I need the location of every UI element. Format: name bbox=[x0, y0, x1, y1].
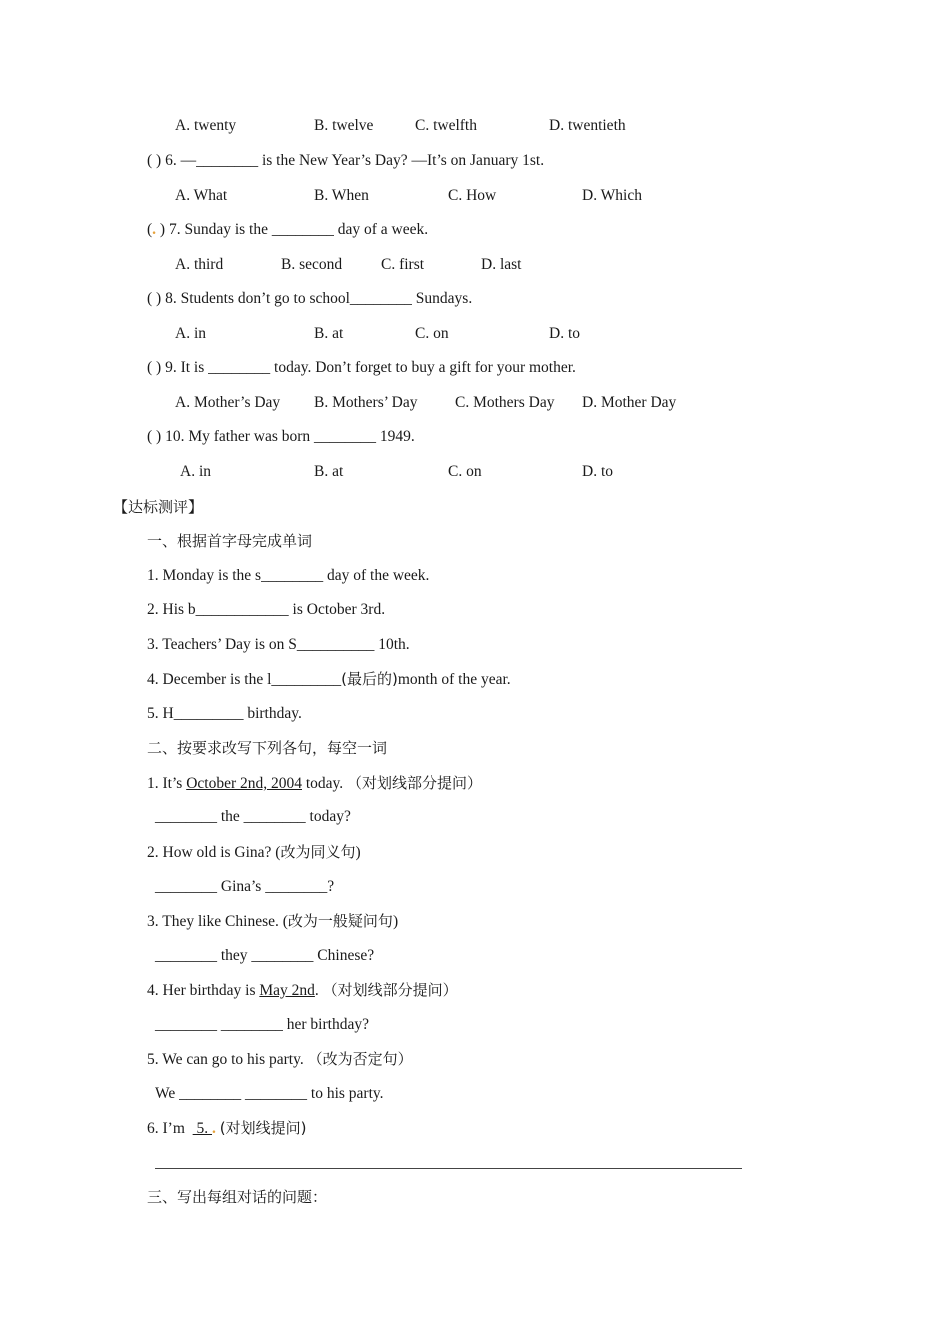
q10-option-b: B. at bbox=[314, 463, 344, 480]
q4-text: 4. Her birthday is bbox=[147, 982, 260, 999]
part2-q4 bbox=[147, 980, 458, 1001]
part3-title: 三、写出每组对话的问题： bbox=[147, 1188, 328, 1206]
section-heading: 【达标测评】 bbox=[113, 498, 204, 516]
q6-option-d: D. Which bbox=[582, 187, 642, 204]
answer-paren: ( ) bbox=[147, 428, 162, 445]
part2-q3-answer: ________ they ________ Chinese? bbox=[155, 947, 375, 964]
q7-text: 7. Sunday is the ________ day of a week. bbox=[168, 221, 429, 238]
part1-item-3: 3. Teachers’ Day is on S__________ 10th. bbox=[147, 636, 410, 653]
q2-text-end: ) bbox=[355, 844, 361, 861]
part2-q2-answer: ________ Gina’s ________? bbox=[155, 878, 335, 895]
instruction: （对划线部分提问） bbox=[347, 774, 483, 792]
q8-option-c: C. on bbox=[415, 325, 449, 342]
instruction: 改为同义句 bbox=[280, 843, 356, 861]
q10-line bbox=[147, 427, 415, 447]
q9-option-d: D. Mother Day bbox=[582, 394, 677, 411]
q9-text: 9. It is ________ today. Don’t forget to buy a gift for your mother. bbox=[165, 359, 576, 376]
q8-option-a: A. in bbox=[175, 325, 206, 342]
q9-option-c: C. Mothers Day bbox=[455, 394, 555, 411]
q6-text: 6. I’m bbox=[147, 1120, 193, 1137]
part2-q3 bbox=[147, 911, 398, 932]
q8-option-b: B. at bbox=[314, 325, 344, 342]
instruction: （改为否定句） bbox=[307, 1050, 413, 1068]
q5-text: 5. We can go to his party. bbox=[147, 1051, 308, 1068]
part1-item-5: 5. H_________ birthday. bbox=[147, 705, 302, 722]
underlined-text: October 2nd, 2004 bbox=[186, 775, 302, 792]
q9-option-a: A. Mother’s Day bbox=[175, 394, 281, 411]
answer-paren: ( ) bbox=[147, 290, 162, 307]
q6-option-a: A. What bbox=[175, 187, 228, 204]
q7-option-a: A. third bbox=[175, 256, 224, 273]
part1-item-1: 1. Monday is the s________ day of the week. bbox=[147, 567, 430, 584]
part2-q1-answer: ________ the ________ today? bbox=[155, 808, 351, 825]
q9-option-b: B. Mothers’ Day bbox=[314, 394, 418, 411]
instruction: (对划线提问) bbox=[219, 1119, 307, 1137]
q6-text: 6. —________ is the New Year’s Day? —It’s on January 1st. bbox=[165, 152, 545, 169]
q6-option-b: B. When bbox=[314, 187, 369, 204]
answer-mark: . bbox=[152, 221, 157, 238]
q1-text-end: today. bbox=[301, 775, 348, 792]
q5-option-d: D. twentieth bbox=[549, 117, 626, 134]
q7-option-d: D. last bbox=[481, 256, 522, 273]
q10-option-a: A. in bbox=[180, 463, 211, 480]
q4-text-end: . bbox=[314, 982, 323, 999]
underlined-text: May 2nd bbox=[259, 982, 315, 999]
underlined-text: 5. bbox=[192, 1120, 213, 1137]
q7-option-b: B. second bbox=[281, 256, 343, 273]
item-4-hint: (最后的) bbox=[341, 670, 398, 688]
item-4-text-end: month of the year. bbox=[397, 671, 511, 688]
q8-text: 8. Students don’t go to school________ Sundays. bbox=[165, 290, 473, 307]
item-4-text: 4. December is the l_________ bbox=[147, 671, 342, 688]
part2-q2 bbox=[147, 842, 361, 863]
q10-text: 10. My father was born ________ 1949. bbox=[165, 428, 415, 445]
q5-option-a: A. twenty bbox=[175, 117, 237, 134]
answer-paren: ( ) bbox=[147, 359, 162, 376]
q5-option-b: B. twelve bbox=[314, 117, 374, 134]
part2-q5-answer: We ________ ________ to his party. bbox=[155, 1085, 384, 1102]
answer-paren-close: ) bbox=[156, 221, 166, 238]
q1-text: 1. It’s bbox=[147, 775, 187, 792]
instruction: （对划线部分提问） bbox=[322, 981, 458, 999]
part1-title: 一、根据首字母完成单词 bbox=[147, 532, 313, 550]
q6-option-c: C. How bbox=[448, 187, 497, 204]
instruction: 改为一般疑问句 bbox=[287, 912, 393, 930]
answer-paren-open: ( bbox=[147, 221, 153, 238]
answer-paren: ( ) bbox=[147, 152, 162, 169]
answer-line bbox=[155, 1168, 742, 1169]
q3-text-end: ) bbox=[392, 913, 399, 930]
q7-line bbox=[147, 220, 428, 240]
part2-title: 二、按要求改写下列各句，每空一词 bbox=[147, 739, 388, 757]
part2-q4-answer: ________ ________ her birthday? bbox=[155, 1016, 369, 1033]
part2-q5 bbox=[147, 1049, 413, 1070]
q5-option-c: C. twelfth bbox=[415, 117, 477, 134]
q2-text: 2. How old is Gina? ( bbox=[147, 844, 281, 861]
part2-q1 bbox=[147, 773, 482, 794]
q8-option-d: D. to bbox=[549, 325, 580, 342]
q8-line bbox=[147, 289, 472, 309]
part1-item-4 bbox=[147, 669, 511, 690]
part2-q6 bbox=[147, 1118, 306, 1139]
q7-option-c: C. first bbox=[381, 256, 425, 273]
q6-line bbox=[147, 151, 544, 171]
q10-option-d: D. to bbox=[582, 463, 613, 480]
q3-text: 3. They like Chinese. ( bbox=[147, 913, 288, 930]
q9-line bbox=[147, 358, 576, 378]
q10-option-c: C. on bbox=[448, 463, 482, 480]
part1-item-2: 2. His b____________ is October 3rd. bbox=[147, 601, 386, 618]
answer-mark: . bbox=[212, 1120, 216, 1137]
